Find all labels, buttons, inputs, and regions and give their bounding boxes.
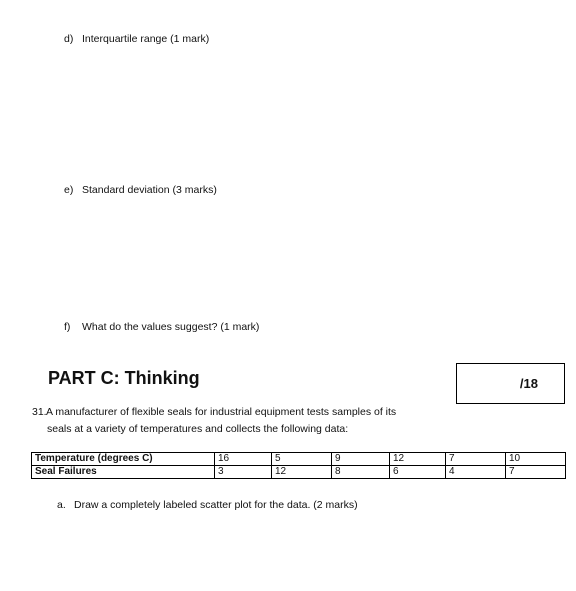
row-header-failures: Seal Failures <box>32 466 215 479</box>
problem-statement <box>32 404 452 438</box>
question-f-text: What do the values suggest? (1 mark) <box>82 321 260 333</box>
score-box <box>456 363 565 404</box>
problem-line-2: seals at a variety of temperatures and collects the following data: <box>47 423 349 435</box>
table-cell: 3 <box>215 466 272 479</box>
question-f <box>64 321 259 334</box>
table-cell: 4 <box>446 466 506 479</box>
question-d-label: d) <box>64 33 74 45</box>
part-title: PART C: Thinking <box>48 368 200 388</box>
table-cell: 7 <box>446 453 506 466</box>
subquestion-a <box>57 499 358 512</box>
table-cell: 10 <box>506 453 566 466</box>
subquestion-a-label: a. <box>57 499 66 511</box>
table-row-failures <box>32 466 566 479</box>
problem-text-1: A manufacturer of flexible seals for industrial equipment tests samples of its <box>46 406 397 418</box>
score-total: /18 <box>519 376 538 391</box>
question-e <box>64 184 217 197</box>
subquestion-a-text: Draw a completely labeled scatter plot for the data. (2 marks) <box>74 499 358 511</box>
table-cell: 8 <box>332 466 390 479</box>
problem-number: 31. <box>32 406 47 418</box>
question-d <box>64 33 209 46</box>
table-row-temperature <box>32 453 566 466</box>
table-cell: 6 <box>390 466 446 479</box>
table-cell: 7 <box>506 466 566 479</box>
question-d-text: Interquartile range (1 mark) <box>82 33 210 45</box>
question-f-label: f) <box>64 321 71 333</box>
question-e-text: Standard deviation (3 marks) <box>82 184 217 196</box>
table-cell: 9 <box>332 453 390 466</box>
table-cell: 5 <box>272 453 332 466</box>
row-header-temperature: Temperature (degrees C) <box>32 453 215 466</box>
question-e-label: e) <box>64 184 74 196</box>
data-table <box>31 452 566 479</box>
table-cell: 16 <box>215 453 272 466</box>
table-cell: 12 <box>272 466 332 479</box>
table-cell: 12 <box>390 453 446 466</box>
problem-line-1 <box>32 404 452 421</box>
